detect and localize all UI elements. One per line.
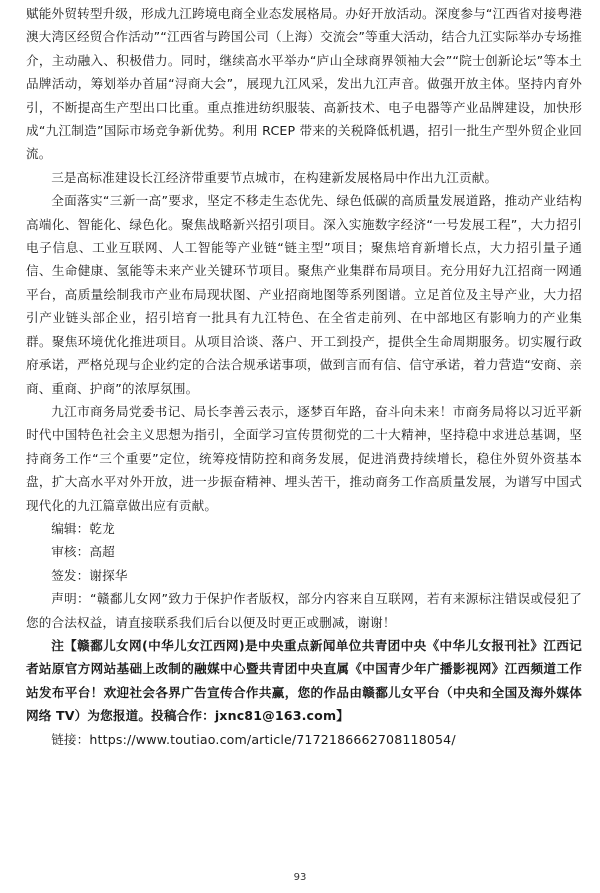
page-number: 93 xyxy=(293,872,307,883)
editor-line: 编辑：乾龙 xyxy=(51,520,115,536)
copyright-statement: 声明：“赣鄱儿女网”致力于保护作者版权，部分内容来自互联网，若有来源标注错误或侵犯了您的合法权益，请直接联系我们后台以便及时更正或删减，谢谢！ xyxy=(26,591,582,630)
paragraph-open-activities: 赋能外贸转型升级，形成九江跨境电商全业态发展格局。办好开放活动。深度参与“江西省对接粤港澳大湾区经贸合作活动”“江西省与跨国公司（上海）交流会”等重大活动，结合九江实际举办专场推介，主动融入、积极借力。同时，继续高水平举办“庐山全球商界领袖大会”“院士创新论坛”等本土品牌活动，筹划举办首届“浔商大会”，展现九江风采，发出九江声音。做强开放主体。坚持内育外引，不断提高生产型出口比重。重点推进纺织服装、高新技术、电子电器等产业品牌建设，加快形成“九江制造”国际市场竞争新优势。利用 RCEP 带来的关税降低机遇，招引一批生产型外贸企业回流。 xyxy=(26,6,582,162)
signer-line: 签发：谢探华 xyxy=(51,567,128,583)
paragraph-director-statement: 九江市商务局党委书记、局长李善云表示，逐梦百年路，奋斗向未来！市商务局将以习近平新时代中国特色社会主义思想为指引，全面学习宣传贯彻党的二十大精神，坚持稳中求进总基调，坚持商务工作“三个重要”定位，统筹疫情防控和商务发展，促进消费持续增长，稳住外贸外资基本盘，扩大高水平对外开放，进一步振奋精神、埋头苦干，推动商务工作高质量发展，为谱写中国式现代化的九江篇章做出应有贡献。 xyxy=(26,403,582,513)
section-heading-three: 三是高标准建设长江经济带重要节点城市，在构建新发展格局中作出九江贡献。 xyxy=(51,169,498,185)
reviewer-line: 审核：高超 xyxy=(51,544,115,560)
publisher-note: 注【赣鄱儿女网(中华儿女江西网)是中央重点新闻单位共青团中央《中华儿女报刊社》江西记者站原官方网站基础上改制的融媒中心暨共青团中央直属《中国青少年广播影视网》江西频道工作站发布平台！欢迎社会各界广告宣传合作共赢，您的作品由赣鄱儿女平台（中央和全国及海外媒体网络 TV）为您报道。投稿合作：jxnc81@163.com】 xyxy=(26,637,582,724)
paragraph-three-new-one-high: 全面落实“三新一高”要求，坚定不移走生态优先、绿色低碳的高质量发展道路，推动产业结构高端化、智能化、绿色化。聚焦战略新兴招引项目。深入实施数字经济“一号发展工程”，大力招引电子信息、工业互联网、人工智能等产业链“链主型”项目；聚焦培育新增长点，大力招引量子通信、生命健康、氢能等未来产业关键环节项目。聚焦产业集群布局项目。充分用好九江招商一网通平台，高质量绘制我市产业布局现状图、产业招商地图等系列图谱。立足首位及主导产业，大力招引产业链头部企业，招引培育一批具有九江特色、在全省走前列、在中部地区有影响力的产业集群。聚焦环境优化推进项目。从项目洽谈、落户、开工到投产，提供全生命周期服务。切实履行政府承诺，严格兑现与企业约定的合法合规承诺事项，做到言而有信、信守承诺，着力营造“安商、亲商、重商、护商”的浓厚氛围。 xyxy=(26,193,582,396)
source-link[interactable]: 链接：https://www.toutiao.com/article/7172186662708118054/ xyxy=(51,731,456,747)
article-body xyxy=(26,2,582,751)
